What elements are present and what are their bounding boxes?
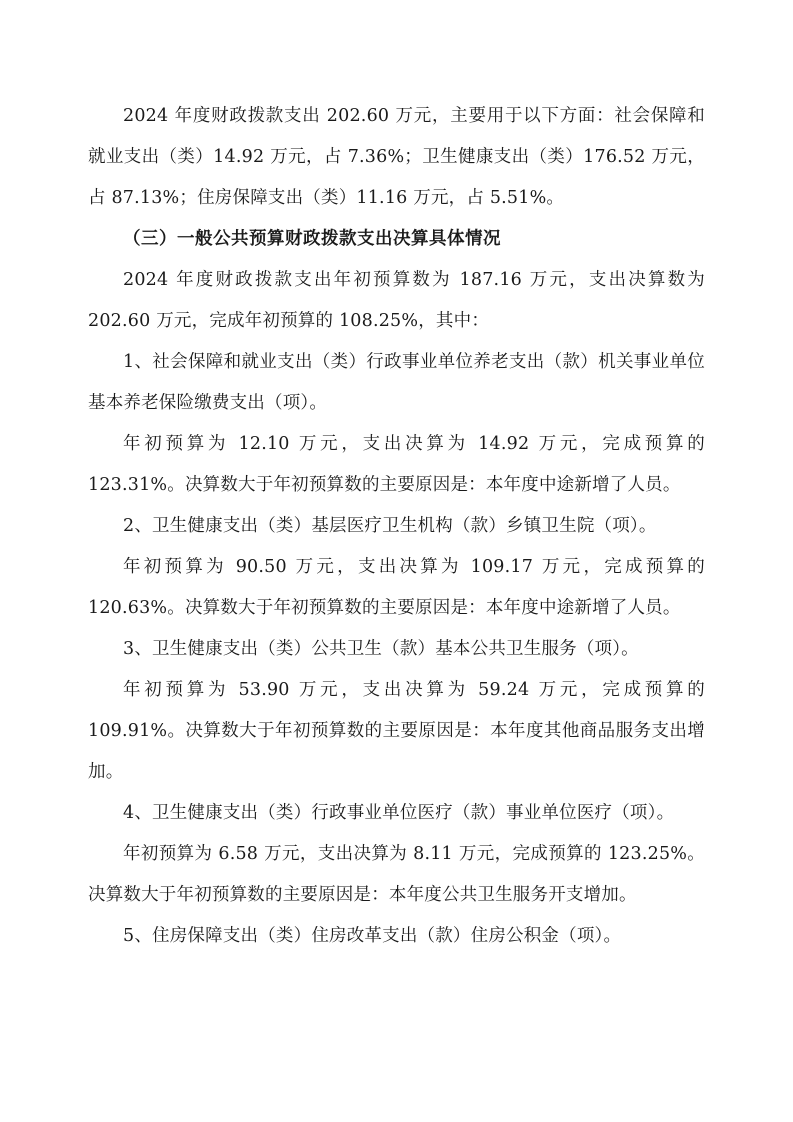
paragraph: 年初预算为 12.10 万元，支出决算为 14.92 万元，完成预算的 123.31%。决算数大于年初预算数的主要原因是：本年度中途新增了人员。: [88, 434, 705, 495]
paragraph: 1、社会保障和就业支出（类）行政事业单位养老支出（款）机关事业单位基本养老保险缴费支出（项）。: [88, 352, 705, 413]
paragraph: 5、住房保障支出（类）住房改革支出（款）住房公积金（项）。: [123, 926, 622, 946]
paragraph: 2024 年度财政拨款支出年初预算数为 187.16 万元，支出决算数为 202.60 万元，完成年初预算的 108.25%，其中：: [88, 270, 705, 331]
document-body: [88, 96, 705, 957]
paragraph: 年初预算为 53.90 万元，支出决算为 59.24 万元，完成预算的 109.91%。决算数大于年初预算数的主要原因是：本年度其他商品服务支出增加。: [88, 680, 705, 782]
paragraph: 4、卫生健康支出（类）行政事业单位医疗（款）事业单位医疗（项）。: [123, 803, 675, 823]
paragraph: 年初预算为 90.50 万元，支出决算为 109.17 万元，完成预算的 120.63%。决算数大于年初预算数的主要原因是：本年度中途新增了人员。: [88, 557, 705, 618]
paragraph: 2、卫生健康支出（类）基层医疗卫生机构（款）乡镇卫生院（项）。: [123, 516, 657, 536]
paragraph: 年初预算为 6.58 万元，支出决算为 8.11 万元，完成预算的 123.25%。决算数大于年初预算数的主要原因是：本年度公共卫生服务开支增加。: [88, 844, 705, 905]
paragraph: 2024 年度财政拨款支出 202.60 万元，主要用于以下方面：社会保障和就业支出（类）14.92 万元，占 7.36%；卫生健康支出（类）176.52 万元，占 87.13%；住房保障支出（类）11.16 万元，占 5.51%。: [88, 106, 705, 208]
section-heading: （三）一般公共预算财政拨款支出决算具体情况: [123, 229, 501, 249]
paragraph: 3、卫生健康支出（类）公共卫生（款）基本公共卫生服务（项）。: [123, 639, 639, 659]
